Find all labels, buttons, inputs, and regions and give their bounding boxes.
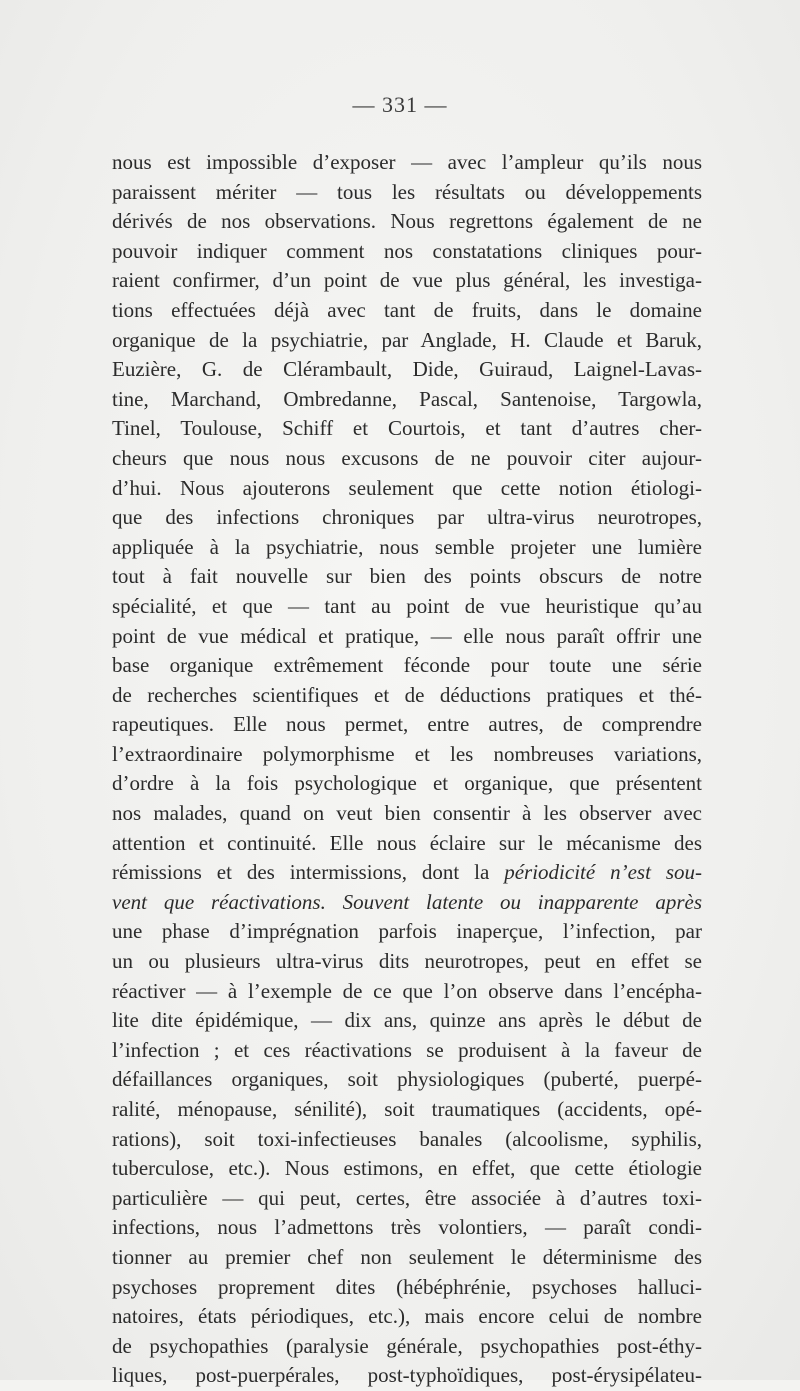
text-line: [112, 829, 702, 859]
text-line-content: tout à fait nouvelle sur bien des points obscurs de notre: [112, 564, 702, 589]
text-line-content: l’infection ; et ces réactivations se produisent à la faveur de: [112, 1037, 702, 1062]
text-line-content: dérivés de nos observations. Nous regrettons également de ne: [112, 209, 702, 234]
text-line-content: d’hui. Nous ajouterons seulement que cette notion étiologi-: [112, 475, 702, 500]
text-line: [112, 1036, 702, 1066]
text-line-content: psychoses proprement dites (hébéphrénie, psychoses halluci-: [112, 1274, 702, 1299]
text-line-content: liques, post-puerpérales, post-typhoïdiques, post-érysipélateu-: [112, 1363, 702, 1388]
text-line: [112, 1332, 702, 1362]
text-line: [112, 1095, 702, 1125]
body-text: [112, 148, 702, 1391]
text-line-content: d’ordre à la fois psychologique et organique, que présentent: [112, 771, 702, 796]
text-line: [112, 444, 702, 474]
text-line-content: de recherches scientifiques et de déductions pratiques et thé-: [112, 682, 702, 707]
text-line-content: tionner au premier chef non seulement le déterminisme des: [112, 1244, 702, 1269]
text-line: [112, 1361, 702, 1391]
text-line-content: tuberculose, etc.). Nous estimons, en effet, que cette étiologie: [112, 1156, 702, 1181]
text-line: [112, 237, 702, 267]
text-line: [112, 178, 702, 208]
italic-phrase: périodicité n’est sou-: [504, 860, 702, 885]
text-line-content: ralité, ménopause, sénilité), soit traumatiques (accidents, opé-: [112, 1097, 702, 1121]
text-line-content: de psychopathies (paralysie générale, psychopathies post-éthy-: [112, 1333, 702, 1358]
text-line: [112, 1302, 702, 1332]
text-line: [112, 681, 702, 711]
text-line-content: attention et continuité. Elle nous éclaire sur le mécanisme des: [112, 830, 702, 855]
text-line: [112, 888, 702, 918]
text-line: [112, 710, 702, 740]
text-line-content: une phase d’imprégnation parfois inaperçue, l’infection, par: [112, 919, 702, 944]
text-line: [112, 799, 702, 829]
text-line-content: point de vue médical et pratique, — elle nous paraît offrir une: [112, 623, 702, 648]
text-line-content: particulière — qui peut, certes, être associée à d’autres toxi-: [112, 1185, 702, 1210]
text-line-content: tions effectuées déjà avec tant de fruits, dans le domaine: [112, 297, 702, 322]
text-line-content: nos malades, quand on veut bien consentir à les observer avec: [112, 801, 702, 826]
text-line: [112, 917, 702, 947]
text-line-content: que réactivations. Souvent latente ou inapparente après: [163, 889, 702, 914]
text-line-content: cheurs que nous nous excusons de ne pouvoir citer aujour-: [112, 445, 702, 470]
text-line: [112, 769, 702, 799]
text-line-content: Tinel, Toulouse, Schiff et Courtois, et tant d’autres cher-: [112, 416, 702, 441]
text-line-content: un ou plusieurs ultra-virus dits neurotropes, peut en effet se: [112, 949, 702, 974]
text-line: [112, 1273, 702, 1303]
text-line: [112, 1184, 702, 1214]
text-line: [112, 1243, 702, 1273]
text-line-content: défaillances organiques, soit physiologiques (puberté, puerpé-: [112, 1067, 702, 1092]
page-number: — 331 —: [352, 92, 448, 117]
text-line: [112, 355, 702, 385]
text-line-content: natoires, états périodiques, etc.), mais encore celui de nombre: [112, 1304, 702, 1329]
text-line: [112, 207, 702, 237]
text-line: [112, 1006, 702, 1036]
text-line-content: pouvoir indiquer comment nos constatations cliniques pour-: [112, 238, 702, 263]
text-line-content: l’extraordinaire polymorphisme et les nombreuses variations,: [112, 741, 702, 766]
text-line-content: rémissions et des intermissions, dont la: [112, 860, 490, 885]
text-line: [112, 533, 702, 563]
text-line: [112, 148, 702, 178]
text-line: [112, 622, 702, 652]
text-line-content: Euzière, G. de Clérambault, Dide, Guiraud, Laignel-Lavas-: [112, 357, 702, 382]
text-line-content: infections, nous l’admettons très volontiers, — paraît condi-: [112, 1215, 702, 1240]
text-line: [112, 740, 702, 770]
text-line-content: raient confirmer, d’un point de vue plus général, les investiga-: [112, 268, 702, 293]
text-line-content: rapeutiques. Elle nous permet, entre autres, de comprendre: [112, 712, 702, 737]
text-line: [112, 1125, 702, 1155]
text-line: [112, 503, 702, 533]
text-line: [112, 947, 702, 977]
text-line-content: appliquée à la psychiatrie, nous semble projeter une lumière: [112, 534, 702, 559]
text-line: [112, 326, 702, 356]
text-line-content: organique de la psychiatrie, par Anglade, H. Claude et Baruk,: [112, 327, 702, 352]
italic-phrase: vent: [112, 889, 147, 914]
text-line: [112, 651, 702, 681]
text-line-content: tine, Marchand, Ombredanne, Pascal, Santenoise, Targowla,: [112, 386, 702, 411]
text-line: [112, 1213, 702, 1243]
text-line: [112, 474, 702, 504]
text-line: [112, 977, 702, 1007]
text-line-content: paraissent mériter — tous les résultats ou développements: [112, 179, 702, 204]
text-line-content: base organique extrêmement féconde pour toute une série: [112, 653, 702, 678]
text-line: [112, 592, 702, 622]
text-line: [112, 858, 702, 888]
text-line: [112, 1065, 702, 1095]
text-line: [112, 385, 702, 415]
text-line: [112, 562, 702, 592]
text-line: [112, 266, 702, 296]
text-line: [112, 1154, 702, 1184]
text-line-content: nous est impossible d’exposer — avec l’ampleur qu’ils nous: [112, 150, 702, 174]
text-line-content: lite dite épidémique, — dix ans, quinze ans après le début de: [112, 1008, 702, 1033]
text-line-content: que des infections chroniques par ultra-virus neurotropes,: [112, 505, 702, 530]
text-line: [112, 414, 702, 444]
text-line: [112, 296, 702, 326]
text-line-content: rations), soit toxi-infectieuses banales (alcoolisme, syphilis,: [112, 1126, 702, 1151]
text-line-content: réactiver — à l’exemple de ce que l’on observe dans l’encépha-: [112, 978, 702, 1003]
text-line-content: spécialité, et que — tant au point de vue heuristique qu’au: [112, 593, 702, 618]
